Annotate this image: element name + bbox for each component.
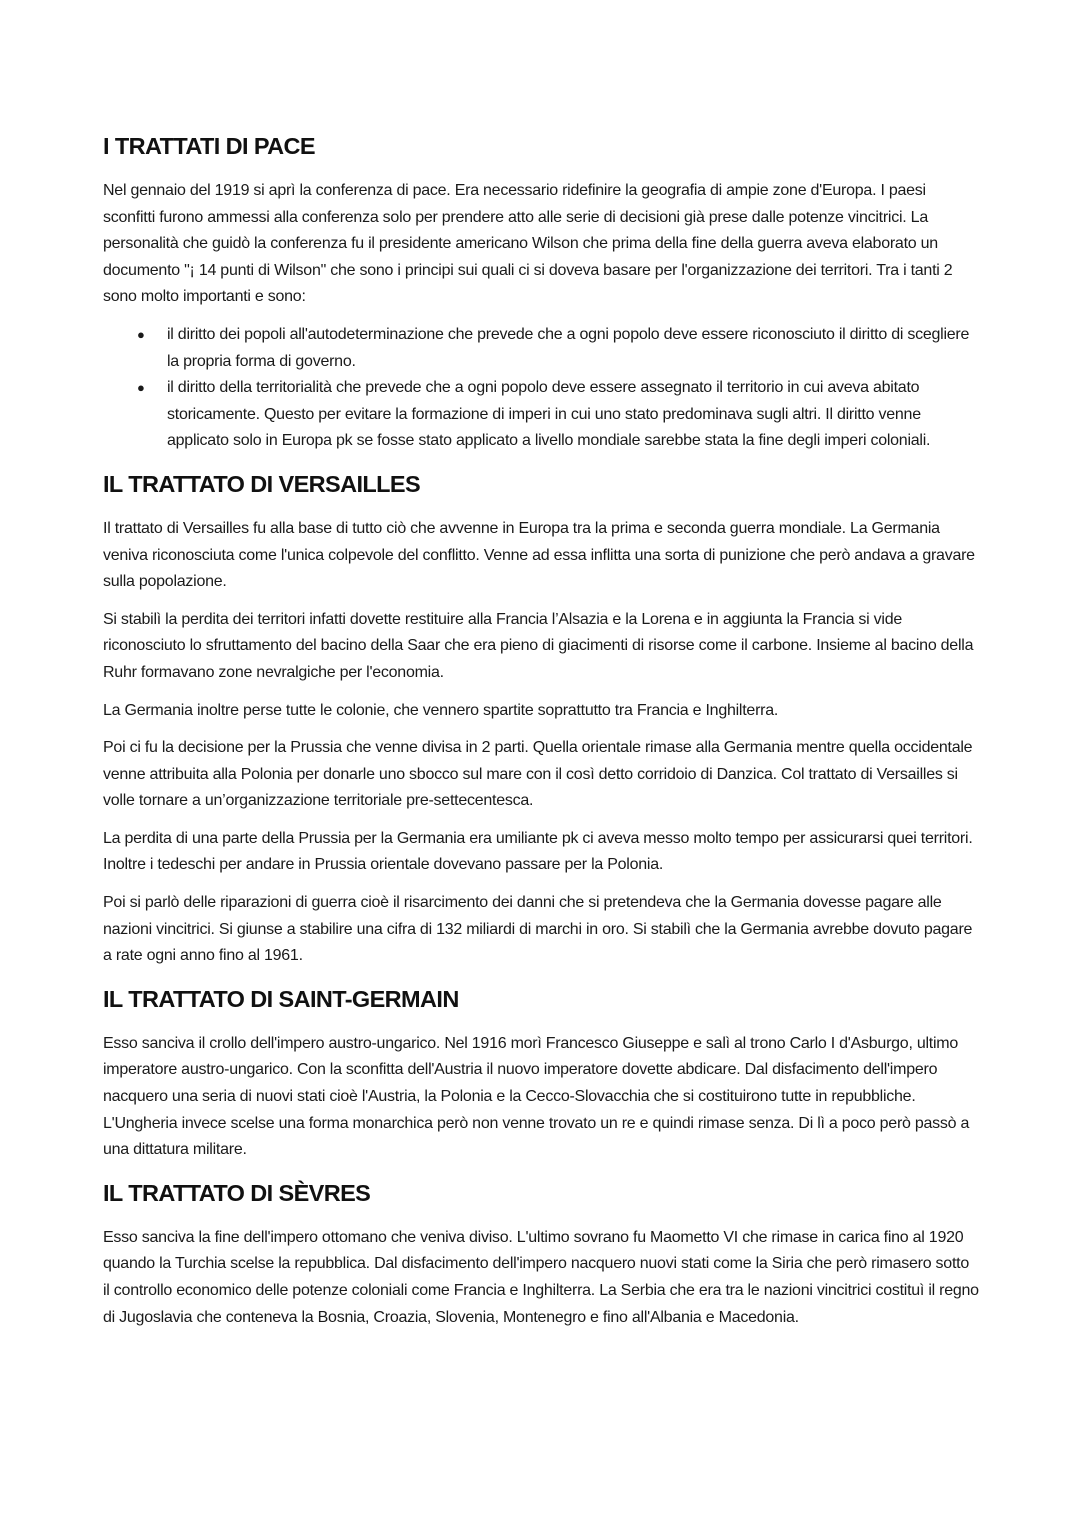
paragraph: Esso sanciva la fine dell'impero ottomano che veniva diviso. L'ultimo sovrano fu Maometto VI che rimase in carica fino al 1920 quando la Turchia scelse la repubblica. Dal disfacimento dell'impero nacquero nuovi stati come la Siria che però rimasero sotto il controllo economico delle potenze coloniali come Francia e Inghilterra. La Serbia che era tra le nazioni vincitrici costituì il regno di Jugoslavia che conteneva la Bosnia, Croazia, Slovenia, Montenegro e fino all'Albania e Macedonia. bbox=[103, 1228, 979, 1326]
section-trattato-di-saint-germain bbox=[103, 981, 979, 1164]
section-trattati-di-pace bbox=[103, 128, 979, 455]
document-page bbox=[103, 128, 979, 1342]
section-trattato-di-sevres bbox=[103, 1175, 979, 1331]
paragraph: Nel gennaio del 1919 si aprì la conferenza di pace. Era necessario ridefinire la geografia di ampie zone d'Europa. I paesi sconfitti furono ammessi alla conferenza solo per prendere atto alle serie di decisioni già prese dalle potenze vincitrici. La personalità che guidò la conferenza fu il presidente americano Wilson che prima della fine della guerra aveva elaborato un documento "¡ 14 punti di Wilson" che sono i principi sui quali ci si doveva basare per l'organizzazione dei territori. Tra i tanti 2 sono molto importanti e sono: bbox=[103, 182, 953, 306]
bullet-icon: ● bbox=[137, 380, 145, 396]
paragraph: Il trattato di Versailles fu alla base di tutto ciò che avvenne in Europa tra la prima e seconda guerra mondiale. La Germania veniva riconosciuta come l'unica colpevole del conflitto. Venne ad essa inflitta una sorta di punizione che però andava a gravare sulla popolazione. bbox=[103, 519, 975, 591]
list-item bbox=[103, 322, 979, 375]
paragraph: La perdita di una parte della Prussia per la Germania era umiliante pk ci aveva messo molto tempo per assicurarsi quei territori. Inoltre i tedeschi per andare in Prussia orientale dovevano passare per la Polonia. bbox=[103, 829, 973, 874]
bullet-list bbox=[103, 322, 979, 455]
section-heading: IL TRATTATO DI SAINT-GERMAIN bbox=[103, 985, 459, 1012]
list-item bbox=[103, 375, 979, 455]
section-trattato-di-versailles bbox=[103, 466, 979, 970]
paragraph: Esso sanciva il crollo dell'impero austro-ungarico. Nel 1916 morì Francesco Giuseppe e salì al trono Carlo I d'Asburgo, ultimo imperatore austro-ungarico. Con la sconfitta dell'Austria il nuovo imperatore dovette abdicare. Dal disfacimento dell'impero nacquero una seria di nuovi stati cioè l'Austria, la Polonia e la Cecco-Slovacchia che si costituirono tutte in repubbliche. L'Ungheria invece scelse una forma monarchica però non venne trovato un re e quindi rimase senza. Di lì a poco però passò a una dittatura militare. bbox=[103, 1034, 970, 1159]
list-item-text: il diritto della territorialità che prevede che a ogni popolo deve essere assegnato il territorio in cui aveva abitato storicamente. Questo per evitare la formazione di imperi in cui uno stato predominava sugli altri. Il diritto venne applicato solo in Europa pk se fosse stato applicato a livello mondiale sarebbe stata la fine degli imperi coloniali. bbox=[167, 379, 931, 450]
paragraph: Poi si parlò delle riparazioni di guerra cioè il risarcimento dei danni che si pretendeva che la Germania dovesse pagare alle nazioni vincitrici. Si giunse a stabilire una cifra di 132 miliardi di marchi in oro. Si stabilì che la Germania avrebbe dovuto pagare a rate ogni anno fino al 1961. bbox=[103, 894, 973, 965]
section-heading: IL TRATTATO DI SÈVRES bbox=[103, 1179, 371, 1206]
section-heading: IL TRATTATO DI VERSAILLES bbox=[103, 470, 421, 497]
section-heading: I TRATTATI DI PACE bbox=[103, 133, 315, 159]
list-item-text: il diritto dei popoli all'autodeterminazione che prevede che a ogni popolo deve essere riconosciuto il diritto di scegliere la propria forma di governo. bbox=[167, 325, 970, 370]
paragraph: Poi ci fu la decisione per la Prussia che venne divisa in 2 parti. Quella orientale rimase alla Germania mentre quella occidentale venne attribuita alla Polonia per donarle uno sbocco sul mare con il così detto corridoio di Danzica. Col trattato di Versailles si volle tornare a un’organizzazione territoriale pre-settecentesca. bbox=[103, 739, 973, 810]
bullet-icon: ● bbox=[137, 326, 145, 342]
paragraph: La Germania inoltre perse tutte le colonie, che vennero spartite soprattutto tra Francia e Inghilterra. bbox=[103, 701, 779, 719]
paragraph: Si stabilì la perdita dei territori infatti dovette restituire alla Francia l’Alsazia e la Lorena e in aggiunta la Francia si vide riconosciuto lo sfruttamento del bacino della Saar che era pieno di giacimenti di risorse come il carbone. Insieme al bacino della Ruhr formavano zone nevralgiche per l'economia. bbox=[103, 610, 974, 681]
